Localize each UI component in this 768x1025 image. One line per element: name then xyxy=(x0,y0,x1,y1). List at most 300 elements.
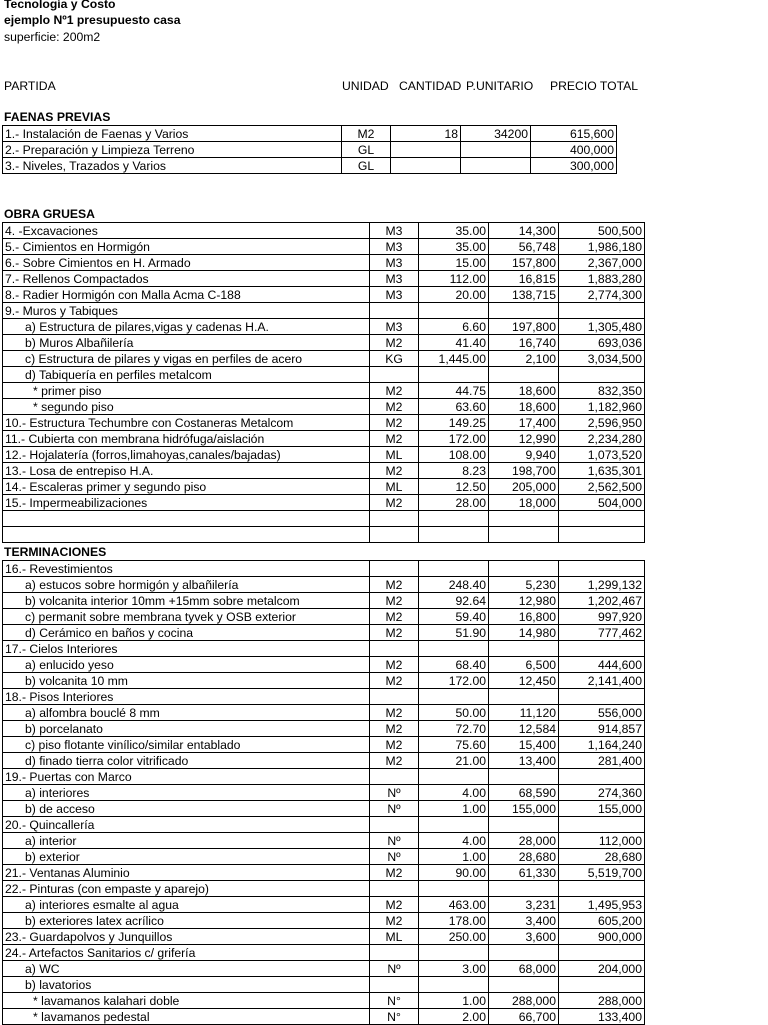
row-unidad: M2 xyxy=(370,897,419,913)
row-partida: 17.- Cielos Interiores xyxy=(3,641,370,657)
table-row xyxy=(3,865,645,881)
row-cantidad: 35.00 xyxy=(419,239,489,255)
row-partida: d) finado tierra color vitrificado xyxy=(3,753,370,769)
row-unitario: 28,680 xyxy=(489,849,559,865)
row-unidad: N° xyxy=(370,993,419,1009)
row-partida: * primer piso xyxy=(3,383,370,399)
row-unitario: 12,584 xyxy=(489,721,559,737)
row-cantidad xyxy=(419,977,489,993)
row-total: 1,986,180 xyxy=(559,239,645,255)
row-cantidad: 72.70 xyxy=(419,721,489,737)
row-total xyxy=(559,945,645,961)
row-cantidad xyxy=(419,641,489,657)
row-cantidad: 12.50 xyxy=(419,479,489,495)
row-total xyxy=(559,367,645,383)
row-partida: a) Estructura de pilares,vigas y cadenas H.A. xyxy=(3,319,370,335)
table-row xyxy=(3,255,645,271)
row-unidad xyxy=(370,881,419,897)
empty-cell xyxy=(559,511,645,527)
row-total xyxy=(559,769,645,785)
row-unidad xyxy=(370,561,419,577)
row-partida: * segundo piso xyxy=(3,399,370,415)
row-total: 274,360 xyxy=(559,785,645,801)
empty-cell xyxy=(3,527,370,543)
row-unidad: M2 xyxy=(370,577,419,593)
row-cantidad: 6.60 xyxy=(419,319,489,335)
row-unitario: 28,000 xyxy=(489,833,559,849)
row-partida: b) volcanita 10 mm xyxy=(3,673,370,689)
row-cantidad xyxy=(391,142,461,158)
table-row xyxy=(3,351,645,367)
row-unitario: 288,000 xyxy=(489,993,559,1009)
empty-cell xyxy=(489,511,559,527)
table-row xyxy=(3,785,645,801)
table-row xyxy=(3,463,645,479)
row-unitario: 205,000 xyxy=(489,479,559,495)
table-row-empty xyxy=(3,511,645,527)
row-partida: 22.- Pinturas (con empaste y aparejo) xyxy=(3,881,370,897)
row-cantidad: 1.00 xyxy=(419,993,489,1009)
row-unitario: 16,800 xyxy=(489,609,559,625)
row-unidad: ML xyxy=(370,447,419,463)
empty-cell xyxy=(419,527,489,543)
row-total: 615,600 xyxy=(531,126,617,142)
row-unitario: 157,800 xyxy=(489,255,559,271)
row-unidad: ML xyxy=(370,479,419,495)
row-unidad: M2 xyxy=(370,721,419,737)
row-unitario xyxy=(489,303,559,319)
row-cantidad xyxy=(419,561,489,577)
row-unidad: M2 xyxy=(370,737,419,753)
row-total: 1,073,520 xyxy=(559,447,645,463)
row-total: 832,350 xyxy=(559,383,645,399)
row-total: 2,141,400 xyxy=(559,673,645,689)
row-unitario: 12,450 xyxy=(489,673,559,689)
row-cantidad: 75.60 xyxy=(419,737,489,753)
row-total: 1,495,953 xyxy=(559,897,645,913)
row-partida: b) volcanita interior 10mm +15mm sobre metalcom xyxy=(3,593,370,609)
row-unitario: 18,000 xyxy=(489,495,559,511)
row-unidad: M3 xyxy=(370,239,419,255)
section-title-term: TERMINACIONES xyxy=(4,545,107,559)
row-unidad: M3 xyxy=(370,255,419,271)
row-unidad: M3 xyxy=(370,223,419,239)
table-row-empty xyxy=(3,527,645,543)
table-row xyxy=(3,126,617,142)
row-unitario: 15,400 xyxy=(489,737,559,753)
row-unitario: 2,100 xyxy=(489,351,559,367)
row-unitario: 138,715 xyxy=(489,287,559,303)
row-unidad: M2 xyxy=(370,673,419,689)
row-total: 112,000 xyxy=(559,833,645,849)
row-unitario: 3,400 xyxy=(489,913,559,929)
table-row xyxy=(3,561,645,577)
row-unidad: M2 xyxy=(342,126,391,142)
row-unitario: 16,815 xyxy=(489,271,559,287)
row-partida: 19.- Puertas con Marco xyxy=(3,769,370,785)
table-row xyxy=(3,801,645,817)
table-row xyxy=(3,1009,645,1025)
row-unitario: 14,980 xyxy=(489,625,559,641)
row-unidad: Nº xyxy=(370,833,419,849)
row-unidad: M2 xyxy=(370,495,419,511)
row-unitario: 3,231 xyxy=(489,897,559,913)
table-row xyxy=(3,335,645,351)
row-unidad xyxy=(370,769,419,785)
row-partida: 18.- Pisos Interiores xyxy=(3,689,370,705)
row-unitario xyxy=(489,561,559,577)
table-row xyxy=(3,287,645,303)
report-title: Tecnología y Costo xyxy=(4,0,116,11)
row-cantidad xyxy=(419,303,489,319)
table-row xyxy=(3,705,645,721)
row-partida: b) lavatorios xyxy=(3,977,370,993)
row-unitario: 18,600 xyxy=(489,399,559,415)
row-total: 1,299,132 xyxy=(559,577,645,593)
row-cantidad xyxy=(419,881,489,897)
row-cantidad: 463.00 xyxy=(419,897,489,913)
column-headers xyxy=(4,78,654,94)
col-total: PRECIO TOTAL xyxy=(550,79,639,93)
row-total: 288,000 xyxy=(559,993,645,1009)
row-unidad: GL xyxy=(342,158,391,174)
row-unidad: Nº xyxy=(370,849,419,865)
table-row xyxy=(3,849,645,865)
row-total: 5,519,700 xyxy=(559,865,645,881)
row-cantidad: 108.00 xyxy=(419,447,489,463)
row-total xyxy=(559,561,645,577)
row-cantidad: 248.40 xyxy=(419,577,489,593)
row-unitario: 155,000 xyxy=(489,801,559,817)
row-unitario: 13,400 xyxy=(489,753,559,769)
row-unidad: M2 xyxy=(370,399,419,415)
row-unidad xyxy=(370,977,419,993)
row-total xyxy=(559,641,645,657)
row-total xyxy=(559,881,645,897)
row-total: 1,635,301 xyxy=(559,463,645,479)
table-row xyxy=(3,897,645,913)
row-unitario xyxy=(489,817,559,833)
row-unidad: M2 xyxy=(370,865,419,881)
row-total: 777,462 xyxy=(559,625,645,641)
row-unidad: ML xyxy=(370,929,419,945)
row-cantidad: 1.00 xyxy=(419,801,489,817)
row-cantidad: 149.25 xyxy=(419,415,489,431)
table-row xyxy=(3,319,645,335)
table-row xyxy=(3,399,645,415)
row-total: 500,500 xyxy=(559,223,645,239)
table-obra xyxy=(2,222,645,543)
row-total: 1,182,960 xyxy=(559,399,645,415)
row-unidad xyxy=(370,367,419,383)
row-unidad: M2 xyxy=(370,335,419,351)
row-total: 204,000 xyxy=(559,961,645,977)
empty-cell xyxy=(419,511,489,527)
table-row xyxy=(3,945,645,961)
row-total: 605,200 xyxy=(559,913,645,929)
row-partida: 15.- Impermeabilizaciones xyxy=(3,495,370,511)
row-unitario xyxy=(489,367,559,383)
row-total: 900,000 xyxy=(559,929,645,945)
row-partida: * lavamanos kalahari doble xyxy=(3,993,370,1009)
row-partida: 11.- Cubierta con membrana hidrófuga/aislación xyxy=(3,431,370,447)
row-unitario xyxy=(489,977,559,993)
row-total: 300,000 xyxy=(531,158,617,174)
empty-cell xyxy=(3,511,370,527)
row-unitario: 198,700 xyxy=(489,463,559,479)
row-partida: 2.- Preparación y Limpieza Terreno xyxy=(3,142,342,158)
row-partida: b) de acceso xyxy=(3,801,370,817)
row-unitario: 14,300 xyxy=(489,223,559,239)
row-cantidad xyxy=(419,817,489,833)
row-unitario: 66,700 xyxy=(489,1009,559,1025)
row-partida: b) exterior xyxy=(3,849,370,865)
row-partida: a) interior xyxy=(3,833,370,849)
row-unidad: M2 xyxy=(370,593,419,609)
row-cantidad: 3.00 xyxy=(419,961,489,977)
row-partida: a) interiores esmalte al agua xyxy=(3,897,370,913)
row-unidad: M2 xyxy=(370,625,419,641)
row-unidad: M2 xyxy=(370,609,419,625)
row-total: 28,680 xyxy=(559,849,645,865)
row-partida: 16.- Revestimientos xyxy=(3,561,370,577)
table-row xyxy=(3,977,645,993)
row-partida: 3.- Niveles, Trazados y Varios xyxy=(3,158,342,174)
row-partida: a) alfombra bouclé 8 mm xyxy=(3,705,370,721)
row-total: 1,202,467 xyxy=(559,593,645,609)
report-subtitle: ejemplo Nº1 presupuesto casa xyxy=(4,13,181,27)
row-unidad: M3 xyxy=(370,319,419,335)
table-faenas xyxy=(2,125,617,174)
row-cantidad xyxy=(419,945,489,961)
row-partida: 12.- Hojalatería (forros,limahoyas,canales/bajadas) xyxy=(3,447,370,463)
row-partida: a) estucos sobre hormigón y albañilería xyxy=(3,577,370,593)
row-unidad: M2 xyxy=(370,415,419,431)
table-row xyxy=(3,142,617,158)
row-total: 693,036 xyxy=(559,335,645,351)
row-unitario xyxy=(489,641,559,657)
row-cantidad: 1,445.00 xyxy=(419,351,489,367)
row-total: 1,883,280 xyxy=(559,271,645,287)
row-cantidad: 41.40 xyxy=(419,335,489,351)
col-cantidad: CANTIDAD xyxy=(399,79,462,93)
row-total: 2,234,280 xyxy=(559,431,645,447)
row-cantidad: 4.00 xyxy=(419,833,489,849)
row-unidad: M2 xyxy=(370,463,419,479)
table-row xyxy=(3,303,645,319)
row-cantidad xyxy=(419,769,489,785)
row-partida: d) Tabiquería en perfiles metalcom xyxy=(3,367,370,383)
table-row xyxy=(3,495,645,511)
row-unitario: 34200 xyxy=(461,126,531,142)
row-partida: 14.- Escaleras primer y segundo piso xyxy=(3,479,370,495)
row-unidad: M2 xyxy=(370,913,419,929)
row-total: 556,000 xyxy=(559,705,645,721)
row-unitario: 5,230 xyxy=(489,577,559,593)
row-unidad xyxy=(370,303,419,319)
table-row xyxy=(3,239,645,255)
row-partida: 8.- Radier Hormigón con Malla Acma C-188 xyxy=(3,287,370,303)
section-title-faenas: FAENAS PREVIAS xyxy=(4,110,111,124)
row-partida: a) interiores xyxy=(3,785,370,801)
table-row xyxy=(3,479,645,495)
row-partida: c) permanit sobre membrana tyvek y OSB exterior xyxy=(3,609,370,625)
row-unitario: 56,748 xyxy=(489,239,559,255)
row-unitario: 12,990 xyxy=(489,431,559,447)
row-cantidad: 178.00 xyxy=(419,913,489,929)
row-total: 914,857 xyxy=(559,721,645,737)
row-total: 155,000 xyxy=(559,801,645,817)
row-unitario: 9,940 xyxy=(489,447,559,463)
row-total: 281,400 xyxy=(559,753,645,769)
row-partida: 23.- Guardapolvos y Junquillos xyxy=(3,929,370,945)
empty-cell xyxy=(559,527,645,543)
table-row xyxy=(3,593,645,609)
row-partida: d) Cerámico en baños y cocina xyxy=(3,625,370,641)
table-row xyxy=(3,415,645,431)
row-partida: c) Estructura de pilares y vigas en perfiles de acero xyxy=(3,351,370,367)
table-row xyxy=(3,577,645,593)
row-unidad: M2 xyxy=(370,383,419,399)
table-row xyxy=(3,625,645,641)
row-cantidad: 21.00 xyxy=(419,753,489,769)
row-cantidad: 68.40 xyxy=(419,657,489,673)
col-partida: PARTIDA xyxy=(4,79,56,93)
table-row xyxy=(3,737,645,753)
row-total: 3,034,500 xyxy=(559,351,645,367)
row-partida: 9.- Muros y Tabiques xyxy=(3,303,370,319)
row-cantidad xyxy=(419,367,489,383)
table-row xyxy=(3,447,645,463)
row-unitario: 17,400 xyxy=(489,415,559,431)
table-row xyxy=(3,769,645,785)
row-cantidad: 250.00 xyxy=(419,929,489,945)
row-total xyxy=(559,689,645,705)
row-unidad: M2 xyxy=(370,753,419,769)
empty-cell xyxy=(489,527,559,543)
row-unitario: 6,500 xyxy=(489,657,559,673)
table-row xyxy=(3,158,617,174)
row-unitario xyxy=(461,158,531,174)
row-total: 133,400 xyxy=(559,1009,645,1025)
row-cantidad: 50.00 xyxy=(419,705,489,721)
row-cantidad: 112.00 xyxy=(419,271,489,287)
row-unidad: Nº xyxy=(370,961,419,977)
row-unidad: M3 xyxy=(370,271,419,287)
row-unitario: 68,000 xyxy=(489,961,559,977)
table-row xyxy=(3,641,645,657)
row-unitario xyxy=(461,142,531,158)
col-unidad: UNIDAD xyxy=(342,79,389,93)
row-partida: 24.- Artefactos Sanitarios c/ grifería xyxy=(3,945,370,961)
row-cantidad: 172.00 xyxy=(419,673,489,689)
row-partida: 5.- Cimientos en Hormigón xyxy=(3,239,370,255)
table-row xyxy=(3,673,645,689)
table-row xyxy=(3,929,645,945)
row-cantidad: 2.00 xyxy=(419,1009,489,1025)
row-total: 444,600 xyxy=(559,657,645,673)
row-partida: 13.- Losa de entrepiso H.A. xyxy=(3,463,370,479)
row-cantidad: 20.00 xyxy=(419,287,489,303)
row-unitario: 16,740 xyxy=(489,335,559,351)
row-unitario xyxy=(489,769,559,785)
row-unidad xyxy=(370,945,419,961)
row-partida: 4. -Excavaciones xyxy=(3,223,370,239)
row-unitario: 68,590 xyxy=(489,785,559,801)
row-unitario xyxy=(489,945,559,961)
row-cantidad: 28.00 xyxy=(419,495,489,511)
table-term xyxy=(2,560,645,1025)
row-cantidad: 92.64 xyxy=(419,593,489,609)
table-row xyxy=(3,817,645,833)
col-unitario: P.UNITARIO xyxy=(466,79,534,93)
row-unidad xyxy=(370,817,419,833)
row-partida: a) enlucido yeso xyxy=(3,657,370,673)
row-cantidad xyxy=(419,689,489,705)
row-total: 2,367,000 xyxy=(559,255,645,271)
table-row xyxy=(3,223,645,239)
table-row xyxy=(3,913,645,929)
table-row xyxy=(3,993,645,1009)
table-row xyxy=(3,609,645,625)
row-partida: a) WC xyxy=(3,961,370,977)
row-unidad: N° xyxy=(370,1009,419,1025)
section-title-obra: OBRA GRUESA xyxy=(4,207,95,221)
row-cantidad: 8.23 xyxy=(419,463,489,479)
empty-cell xyxy=(370,527,419,543)
row-cantidad: 15.00 xyxy=(419,255,489,271)
row-total: 504,000 xyxy=(559,495,645,511)
table-row xyxy=(3,431,645,447)
row-cantidad: 35.00 xyxy=(419,223,489,239)
table-row xyxy=(3,833,645,849)
row-unidad xyxy=(370,641,419,657)
row-unidad: Nº xyxy=(370,785,419,801)
row-total xyxy=(559,817,645,833)
table-row xyxy=(3,881,645,897)
row-total: 2,596,950 xyxy=(559,415,645,431)
row-cantidad: 59.40 xyxy=(419,609,489,625)
row-unidad: GL xyxy=(342,142,391,158)
row-cantidad: 18 xyxy=(391,126,461,142)
row-cantidad: 172.00 xyxy=(419,431,489,447)
row-total: 2,562,500 xyxy=(559,479,645,495)
row-unidad: KG xyxy=(370,351,419,367)
row-unitario: 197,800 xyxy=(489,319,559,335)
row-partida: * lavamanos pedestal xyxy=(3,1009,370,1025)
table-row xyxy=(3,383,645,399)
row-total: 997,920 xyxy=(559,609,645,625)
row-total xyxy=(559,977,645,993)
row-unidad xyxy=(370,689,419,705)
row-unidad: M2 xyxy=(370,657,419,673)
row-cantidad: 4.00 xyxy=(419,785,489,801)
row-unitario: 12,980 xyxy=(489,593,559,609)
row-unidad: M3 xyxy=(370,287,419,303)
table-row xyxy=(3,367,645,383)
row-total: 2,774,300 xyxy=(559,287,645,303)
row-partida: c) piso flotante vinílico/similar entablado xyxy=(3,737,370,753)
row-unitario: 11,120 xyxy=(489,705,559,721)
row-total: 400,000 xyxy=(531,142,617,158)
row-unidad: Nº xyxy=(370,801,419,817)
row-total: 1,305,480 xyxy=(559,319,645,335)
row-unidad: M2 xyxy=(370,431,419,447)
row-cantidad: 63.60 xyxy=(419,399,489,415)
row-partida: 7.- Rellenos Compactados xyxy=(3,271,370,287)
row-unitario: 3,600 xyxy=(489,929,559,945)
row-cantidad: 51.90 xyxy=(419,625,489,641)
